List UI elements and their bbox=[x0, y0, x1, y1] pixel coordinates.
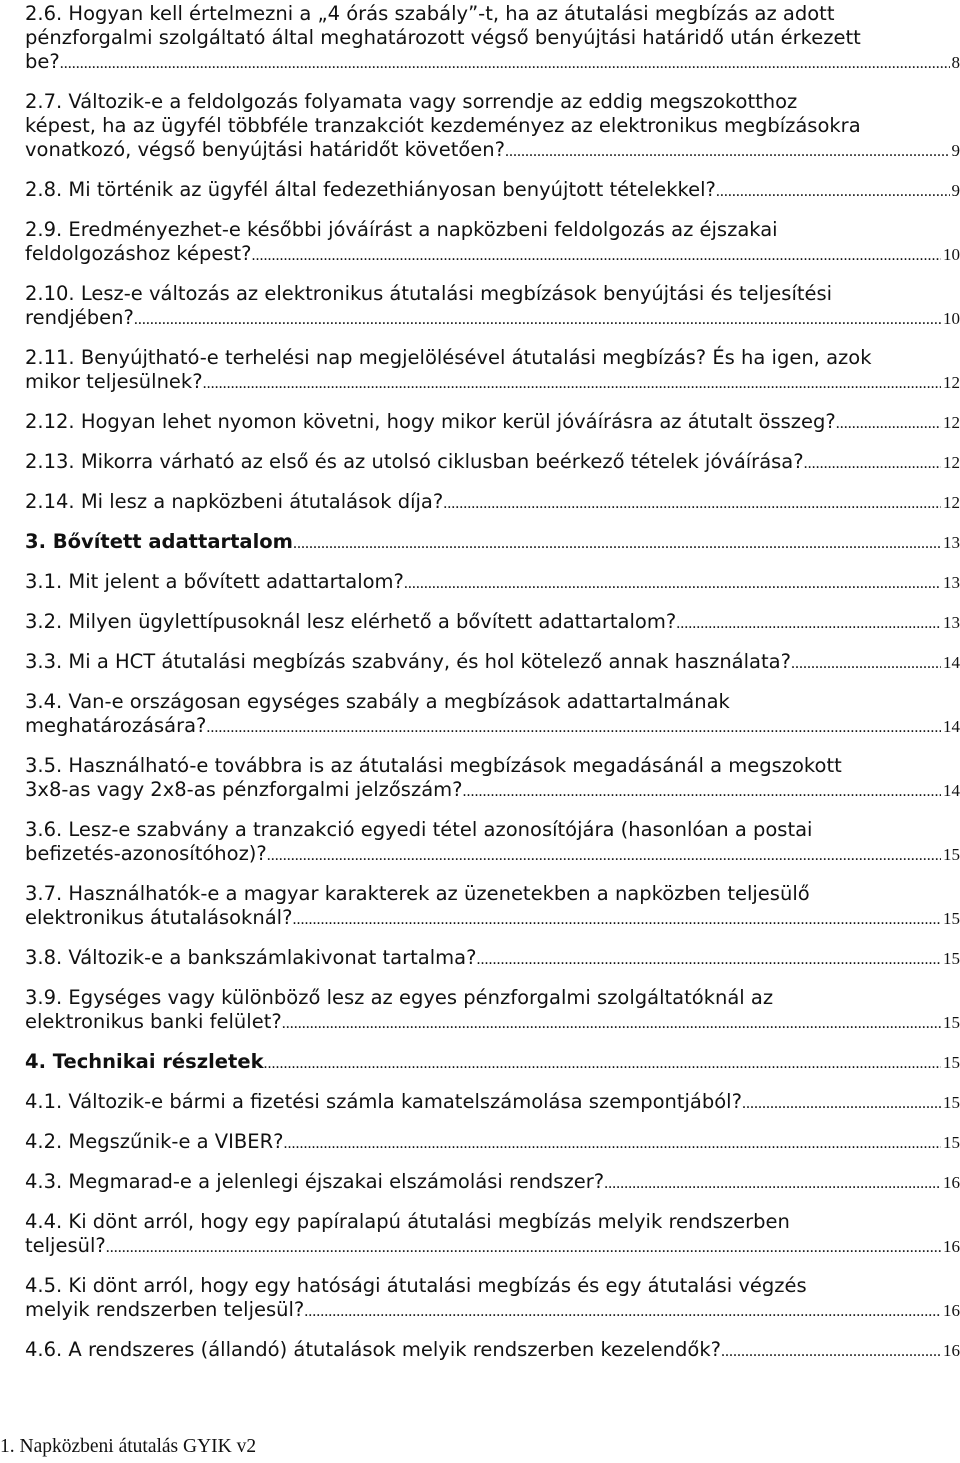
toc-entry-text-line: 4.2. Megszűnik-e a VIBER? bbox=[25, 1130, 284, 1153]
toc-page-number: 15 bbox=[943, 1053, 960, 1072]
toc-entry-text-line: 2.7. Változik-e a feldolgozás folyamata vagy sorrendje az eddig megszokotthoz bbox=[25, 90, 798, 113]
toc-entry-text-line: 2.12. Hogyan lehet nyomon követni, hogy mikor kerül jóváírásra az átutalt összeg? bbox=[25, 410, 836, 433]
toc-page-number: 16 bbox=[943, 1237, 960, 1256]
toc-entry-text-line: 2.13. Mikorra várható az első és az utolsó ciklusban beérkező tételek jóváírása? bbox=[25, 450, 804, 473]
toc-page-number: 13 bbox=[943, 573, 960, 592]
toc-entry[interactable] bbox=[25, 610, 960, 636]
toc-entry-text-line: 3.4. Van-e országosan egységes szabály a megbízások adattartalmának bbox=[25, 690, 730, 713]
toc-entry[interactable] bbox=[25, 1050, 960, 1076]
toc-entry-text-line: pénzforgalmi szolgáltató által meghatározott végső benyújtási határidő után érkezett bbox=[25, 26, 861, 49]
toc-page-number: 8 bbox=[951, 53, 960, 72]
toc-entry-text-line: 3.6. Lesz-e szabvány a tranzakció egyedi tétel azonosítójára (hasonlóan a postai bbox=[25, 818, 813, 841]
dot-leader bbox=[282, 1012, 941, 1036]
toc-page-number: 12 bbox=[943, 413, 960, 432]
dot-leader bbox=[443, 492, 941, 516]
toc-entry-text-line: 2.6. Hogyan kell értelmezni a „4 órás szabály”-t, ha az átutalási megbízás az adott bbox=[25, 2, 835, 25]
toc-entry[interactable] bbox=[25, 946, 960, 972]
toc-entry-text-line: 2.11. Benyújtható-e terhelési nap megjelölésével átutalási megbízás? És ha igen, azok bbox=[25, 346, 872, 369]
toc-page-number: 15 bbox=[943, 1093, 960, 1112]
dot-leader bbox=[252, 244, 941, 268]
dot-leader bbox=[60, 52, 950, 76]
toc-entry-text-line: be? bbox=[25, 50, 60, 73]
toc-entry-text-line: 3. Bővített adattartalom bbox=[25, 530, 293, 553]
toc-page-number: 9 bbox=[951, 141, 960, 160]
toc-entry[interactable] bbox=[25, 650, 960, 676]
toc-entry[interactable] bbox=[25, 690, 960, 740]
toc-page-number: 14 bbox=[943, 781, 960, 800]
dot-leader bbox=[284, 1132, 942, 1156]
toc-entry-text-line: 2.8. Mi történik az ügyfél által fedezethiányosan benyújtott tételekkel? bbox=[25, 178, 716, 201]
dot-leader bbox=[106, 1236, 941, 1260]
toc-entry[interactable] bbox=[25, 218, 960, 268]
toc-entry[interactable] bbox=[25, 1274, 960, 1324]
dot-leader bbox=[304, 1300, 941, 1324]
toc-page-number: 16 bbox=[943, 1301, 960, 1320]
dot-leader bbox=[293, 532, 941, 556]
dot-leader bbox=[604, 1172, 941, 1196]
toc-page-number: 15 bbox=[943, 909, 960, 928]
toc-entry-text-line: 4.5. Ki dönt arról, hogy egy hatósági átutalási megbízás és egy átutalási végzés bbox=[25, 1274, 807, 1297]
toc-entry-text-line: vonatkozó, végső benyújtási határidőt követően? bbox=[25, 138, 505, 161]
toc-entry[interactable] bbox=[25, 178, 960, 204]
toc-entry[interactable] bbox=[25, 754, 960, 804]
dot-leader bbox=[134, 308, 941, 332]
toc-entry[interactable] bbox=[25, 882, 960, 932]
dot-leader bbox=[292, 908, 941, 932]
toc-page-number: 15 bbox=[943, 1133, 960, 1152]
dot-leader bbox=[742, 1092, 941, 1116]
table-of-contents bbox=[25, 2, 960, 1378]
toc-page-number: 16 bbox=[943, 1173, 960, 1192]
toc-entry-text-line: mikor teljesülnek? bbox=[25, 370, 203, 393]
toc-entry-text-line: 2.9. Eredményezhet-e későbbi jóváírást a napközbeni feldolgozás az éjszakai bbox=[25, 218, 778, 241]
dot-leader bbox=[264, 1052, 941, 1076]
toc-entry-text-line: elektronikus átutalásoknál? bbox=[25, 906, 293, 929]
dot-leader bbox=[203, 372, 941, 396]
toc-entry-text-line: 4.3. Megmarad-e a jelenlegi éjszakai elszámolási rendszer? bbox=[25, 1170, 605, 1193]
toc-page-number: 13 bbox=[943, 613, 960, 632]
toc-entry[interactable] bbox=[25, 490, 960, 516]
toc-page-number: 12 bbox=[943, 373, 960, 392]
toc-entry-text-line: 4.1. Változik-e bármi a fizetési számla kamatelszámolása szempontjából? bbox=[25, 1090, 742, 1113]
toc-entry[interactable] bbox=[25, 530, 960, 556]
toc-entry[interactable] bbox=[25, 1130, 960, 1156]
toc-entry-text-line: 3.1. Mit jelent a bővített adattartalom? bbox=[25, 570, 404, 593]
toc-entry-text-line: 2.10. Lesz-e változás az elektronikus átutalási megbízások benyújtási és teljesítési bbox=[25, 282, 833, 305]
dot-leader bbox=[462, 780, 941, 804]
dot-leader bbox=[676, 612, 941, 636]
toc-entry[interactable] bbox=[25, 346, 960, 396]
toc-entry[interactable] bbox=[25, 90, 960, 164]
toc-page-number: 13 bbox=[943, 533, 960, 552]
toc-page-number: 14 bbox=[943, 653, 960, 672]
toc-entry-text-line: 4. Technikai részletek bbox=[25, 1050, 264, 1073]
dot-leader bbox=[804, 452, 941, 476]
dot-leader bbox=[721, 1340, 941, 1364]
toc-entry-text-line: 3.9. Egységes vagy különböző lesz az egyes pénzforgalmi szolgáltatóknál az bbox=[25, 986, 774, 1009]
toc-entry-text-line: elektronikus banki felület? bbox=[25, 1010, 282, 1033]
toc-entry-text-line: 3.5. Használható-e továbbra is az átutalási megbízások megadásánál a megszokott bbox=[25, 754, 842, 777]
toc-entry[interactable] bbox=[25, 818, 960, 868]
toc-entry-text-line: 3.8. Változik-e a bankszámlakivonat tartalma? bbox=[25, 946, 477, 969]
toc-page-number: 15 bbox=[943, 845, 960, 864]
toc-entry-text-line: melyik rendszerben teljesül? bbox=[25, 1298, 305, 1321]
dot-leader bbox=[267, 844, 941, 868]
dot-leader bbox=[476, 948, 941, 972]
toc-entry[interactable] bbox=[25, 2, 960, 76]
dot-leader bbox=[206, 716, 941, 740]
toc-entry[interactable] bbox=[25, 410, 960, 436]
toc-page-number: 9 bbox=[951, 181, 960, 200]
toc-entry[interactable] bbox=[25, 1170, 960, 1196]
toc-page-number: 15 bbox=[943, 949, 960, 968]
toc-page-number: 10 bbox=[943, 245, 960, 264]
toc-entry[interactable] bbox=[25, 450, 960, 476]
toc-page-number: 12 bbox=[943, 453, 960, 472]
toc-entry[interactable] bbox=[25, 986, 960, 1036]
toc-entry-text-line: 3.7. Használhatók-e a magyar karakterek az üzenetekben a napközben teljesülő bbox=[25, 882, 810, 905]
toc-entry[interactable] bbox=[25, 1090, 960, 1116]
dot-leader bbox=[836, 412, 941, 436]
toc-entry-text-line: 3.3. Mi a HCT átutalási megbízás szabvány, és hol kötelező annak használata? bbox=[25, 650, 791, 673]
toc-entry-text-line: befizetés-azonosítóhoz)? bbox=[25, 842, 267, 865]
toc-entry-text-line: 2.14. Mi lesz a napközbeni átutalások díja? bbox=[25, 490, 444, 513]
toc-entry-text-line: teljesül? bbox=[25, 1234, 106, 1257]
toc-page-number: 15 bbox=[943, 1013, 960, 1032]
dot-leader bbox=[404, 572, 941, 596]
toc-entry-text-line: 4.6. A rendszeres (állandó) átutalások melyik rendszerben kezelendők? bbox=[25, 1338, 721, 1361]
dot-leader bbox=[791, 652, 941, 676]
page-footer: 1. Napközbeni átutalás GYIK v2 bbox=[0, 1436, 257, 1457]
dot-leader bbox=[716, 180, 950, 204]
toc-entry-text-line: rendjében? bbox=[25, 306, 134, 329]
toc-entry-text-line: 3x8-as vagy 2x8-as pénzforgalmi jelzőszám? bbox=[25, 778, 463, 801]
dot-leader bbox=[505, 140, 950, 164]
toc-page-number: 14 bbox=[943, 717, 960, 736]
toc-entry[interactable] bbox=[25, 570, 960, 596]
toc-entry[interactable] bbox=[25, 282, 960, 332]
toc-entry[interactable] bbox=[25, 1210, 960, 1260]
toc-entry-text-line: képest, ha az ügyfél többféle tranzakciót kezdeményez az elektronikus megbízásokra bbox=[25, 114, 861, 137]
toc-entry-text-line: 4.4. Ki dönt arról, hogy egy papíralapú átutalási megbízás melyik rendszerben bbox=[25, 1210, 790, 1233]
toc-entry-text-line: feldolgozáshoz képest? bbox=[25, 242, 252, 265]
toc-page-number: 16 bbox=[943, 1341, 960, 1360]
toc-page-number: 12 bbox=[943, 493, 960, 512]
toc-entry[interactable] bbox=[25, 1338, 960, 1364]
toc-page-number: 10 bbox=[943, 309, 960, 328]
toc-entry-text-line: meghatározására? bbox=[25, 714, 207, 737]
toc-entry-text-line: 3.2. Milyen ügylettípusoknál lesz elérhető a bővített adattartalom? bbox=[25, 610, 677, 633]
